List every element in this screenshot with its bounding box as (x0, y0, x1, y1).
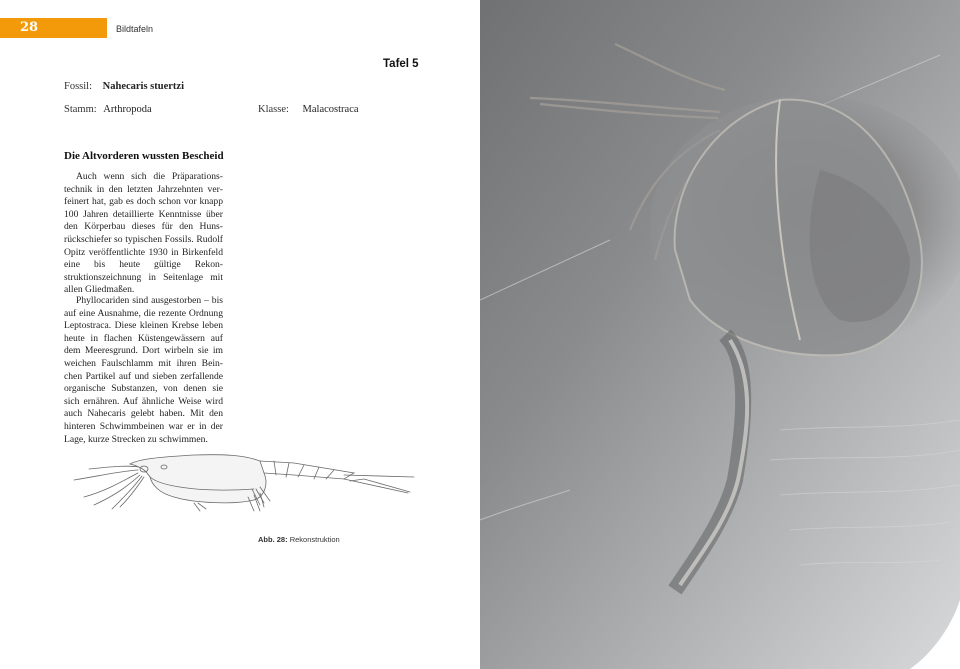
fossil-photo-image (480, 0, 960, 669)
body-paragraph-1 (64, 171, 223, 297)
reconstruction-drawing (64, 445, 420, 525)
phylum-value: Arthropoda (103, 104, 152, 115)
crustacean-drawing-icon (64, 445, 420, 525)
body-paragraph-2 (64, 295, 223, 446)
figure-caption-text: Rekonstruktion (289, 535, 340, 544)
running-head: Bildtafeln (116, 24, 154, 34)
fossil-name: Nahecaris stuertzi (102, 81, 184, 92)
right-page (480, 0, 960, 669)
fossil-label: Fossil: (64, 81, 93, 92)
page-number: 28 (20, 20, 39, 35)
class-value: Malacostraca (302, 104, 359, 115)
figure-caption (258, 535, 340, 544)
class-label: Klasse: (258, 104, 289, 115)
class-row (258, 104, 359, 115)
plate-title: Tafel 5 (383, 58, 419, 70)
fossil-row (64, 81, 184, 92)
figure-caption-label: Abb. 28: (258, 535, 288, 544)
section-heading: Die Altvorderen wussten Bescheid (64, 150, 224, 162)
fossil-photo (480, 0, 960, 669)
page-number-badge (0, 18, 107, 38)
paragraph-text: Phyllocariden sind ausgestorben – bis auf eine Ausnahme, die rezente Ordnung Leptostraca. Diese kleinen Krebse leben heute in flachen Küstengewässern auf dem Meeresgrund. Dort wirbeln sie im weichen Faulschlamm mit ihren Beinchen Partikel auf und sieben zerfallende organische Substanzen, von denen sie sich ernähren. Auf ähnliche Weise wird auch Nahecaris gelebt haben. Mit den hinteren Schwimmbeinen war er in der Lage, kurze Strecken zu schwimmen. (64, 295, 223, 445)
phylum-row (64, 104, 152, 115)
phylum-label: Stamm: (64, 104, 97, 115)
paragraph-text: Auch wenn sich die Präparationstechnik in den letzten Jahrzehnten verfeinert hat, gab es doch schon vor knapp 100 Jahren detaillierte Kenntnisse über den Körperbau dieses für den Hunsrückschiefer so typischen Fossils. Rudolf Opitz veröffentlichte 1930 in Birkenfeld eine bis heute gültige Rekonstruktionszeichnung in Seitenlage mit allen Gliedmaßen. (64, 171, 223, 296)
